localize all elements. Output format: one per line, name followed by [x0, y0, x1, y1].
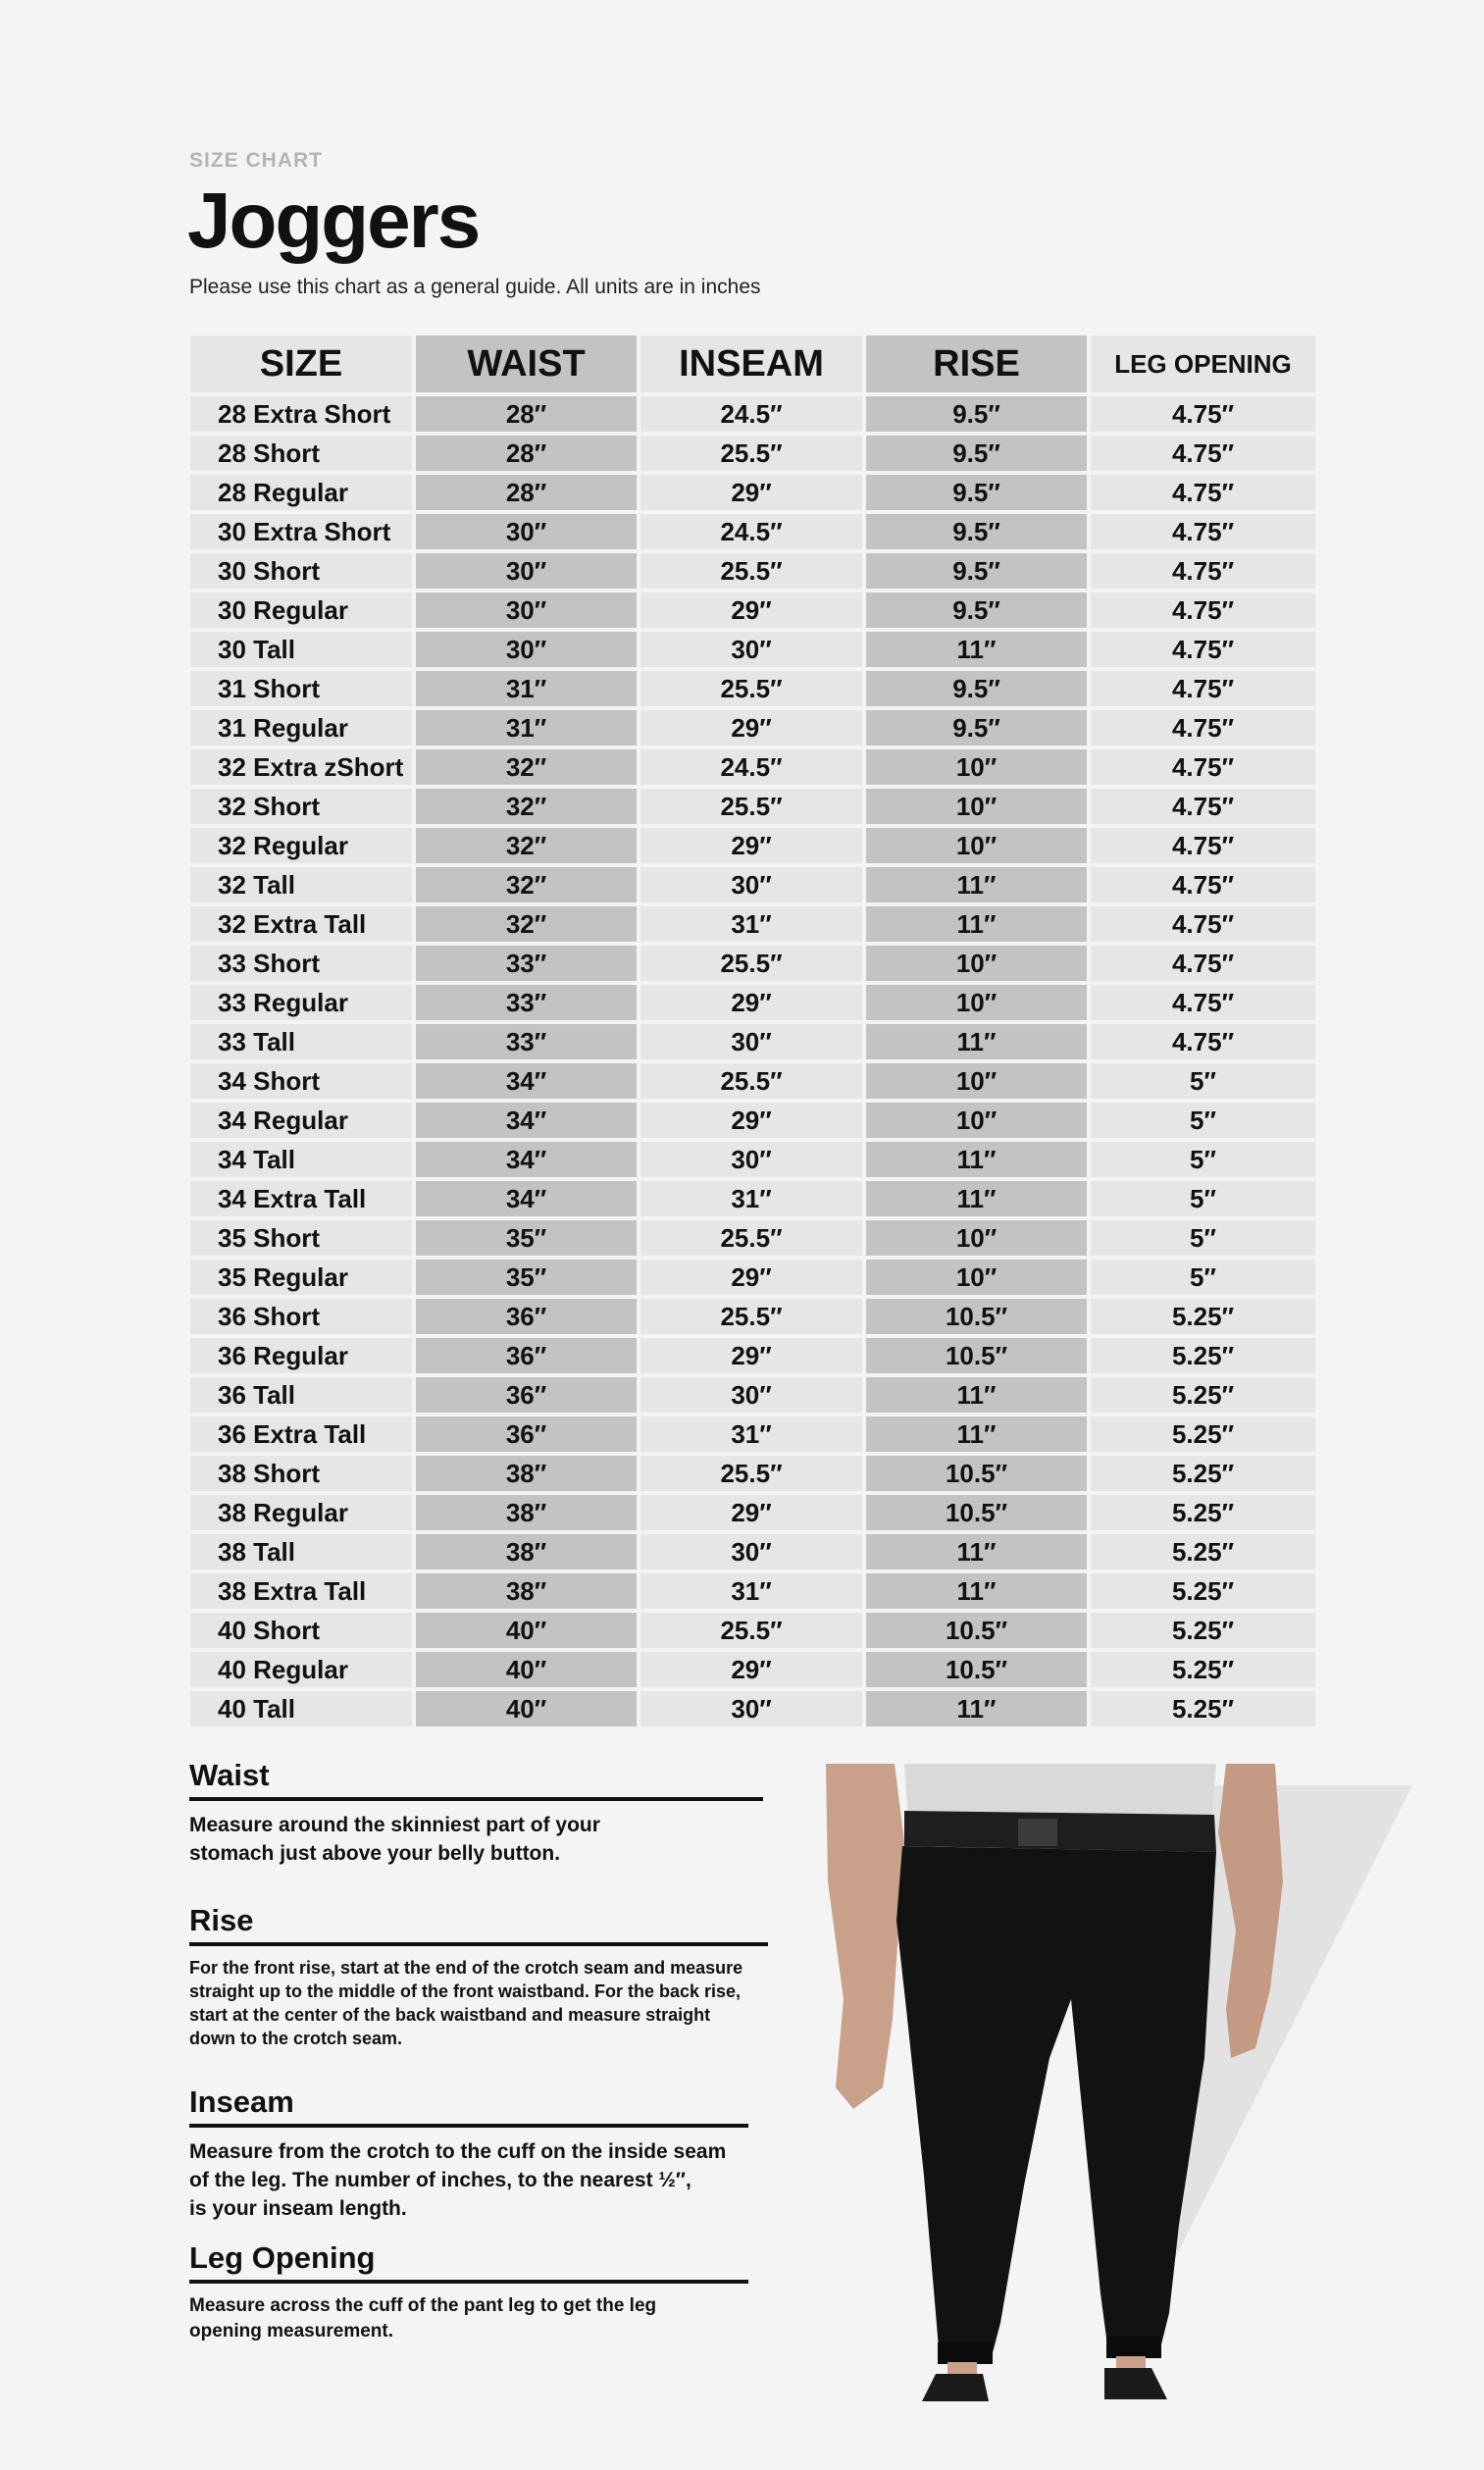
page-title: Joggers	[187, 177, 480, 264]
cell-waist: 31″	[416, 710, 637, 746]
cell-rise: 10.5″	[866, 1495, 1087, 1530]
cell-leg-opening: 4.75″	[1091, 553, 1315, 589]
leg-opening-line-1: Measure across the cuff of the pant leg to get the leg	[189, 2295, 657, 2316]
waist-line-1: Measure around the skinniest part of your	[189, 1814, 600, 1836]
cell-waist: 38″	[416, 1456, 637, 1491]
cell-waist: 33″	[416, 985, 637, 1020]
cell-waist: 36″	[416, 1377, 637, 1413]
cell-leg-opening: 4.75″	[1091, 632, 1315, 667]
cell-size: 32 Short	[190, 789, 412, 824]
table-row	[190, 867, 1315, 902]
rise-line-2: straight up to the middle of the front waistband. For the back rise,	[189, 1981, 742, 2001]
table-row	[190, 946, 1315, 981]
cell-size: 30 Short	[190, 553, 412, 589]
cell-leg-opening: 4.75″	[1091, 475, 1315, 510]
cell-rise: 10.5″	[866, 1456, 1087, 1491]
cell-inseam: 29″	[640, 1260, 862, 1295]
cell-leg-opening: 4.75″	[1091, 436, 1315, 471]
cell-waist: 32″	[416, 867, 637, 902]
cell-size: 34 Extra Tall	[190, 1181, 412, 1216]
cell-waist: 34″	[416, 1142, 637, 1177]
table-row	[190, 1495, 1315, 1530]
table-row	[190, 592, 1315, 628]
cell-inseam: 29″	[640, 1495, 862, 1530]
cell-rise: 10″	[866, 1260, 1087, 1295]
table-row	[190, 789, 1315, 824]
cell-size: 36 Regular	[190, 1338, 412, 1373]
cell-inseam: 30″	[640, 1377, 862, 1413]
column-header-leg-opening: LEG OPENING	[1091, 335, 1315, 392]
table-row	[190, 632, 1315, 667]
cell-size: 33 Tall	[190, 1024, 412, 1059]
table-header-row	[190, 335, 1315, 392]
cell-inseam: 25.5″	[640, 946, 862, 981]
table-row	[190, 553, 1315, 589]
cell-leg-opening: 5.25″	[1091, 1652, 1315, 1687]
size-chart-table	[186, 332, 1319, 1730]
column-header-rise: RISE	[866, 335, 1087, 392]
cell-waist: 34″	[416, 1063, 637, 1099]
cell-size: 28 Short	[190, 436, 412, 471]
cell-inseam: 29″	[640, 475, 862, 510]
cell-inseam: 25.5″	[640, 671, 862, 706]
cell-inseam: 29″	[640, 985, 862, 1020]
cell-inseam: 24.5″	[640, 396, 862, 432]
cell-leg-opening: 4.75″	[1091, 906, 1315, 942]
cell-size: 28 Regular	[190, 475, 412, 510]
cell-size: 40 Regular	[190, 1652, 412, 1687]
cell-inseam: 30″	[640, 1691, 862, 1726]
cell-size: 33 Short	[190, 946, 412, 981]
table-row	[190, 1181, 1315, 1216]
cell-waist: 38″	[416, 1495, 637, 1530]
cell-size: 32 Tall	[190, 867, 412, 902]
cell-inseam: 25.5″	[640, 553, 862, 589]
rise-line-1: For the front rise, start at the end of the crotch seam and measure	[189, 1958, 743, 1978]
table-row	[190, 514, 1315, 549]
inseam-line-2: of the leg. The number of inches, to the nearest ½″,	[189, 2169, 691, 2191]
table-row	[190, 828, 1315, 863]
cell-leg-opening: 4.75″	[1091, 985, 1315, 1020]
cell-leg-opening: 5.25″	[1091, 1456, 1315, 1491]
cell-inseam: 29″	[640, 1103, 862, 1138]
cell-size: 35 Regular	[190, 1260, 412, 1295]
cell-rise: 10″	[866, 789, 1087, 824]
cell-size: 31 Regular	[190, 710, 412, 746]
cell-leg-opening: 4.75″	[1091, 592, 1315, 628]
table-row	[190, 906, 1315, 942]
cell-size: 36 Extra Tall	[190, 1416, 412, 1452]
cell-leg-opening: 5.25″	[1091, 1377, 1315, 1413]
cell-rise: 9.5″	[866, 396, 1087, 432]
rise-heading: Rise	[189, 1903, 768, 1946]
table-body	[190, 396, 1315, 1726]
cell-waist: 40″	[416, 1613, 637, 1648]
cell-rise: 11″	[866, 1181, 1087, 1216]
cell-rise: 9.5″	[866, 671, 1087, 706]
page-subtitle: Please use this chart as a general guide. All units are in inches	[189, 276, 761, 298]
cell-inseam: 31″	[640, 1573, 862, 1609]
cell-waist: 32″	[416, 828, 637, 863]
cell-size: 32 Extra zShort	[190, 749, 412, 785]
table-row	[190, 1691, 1315, 1726]
cell-leg-opening: 5″	[1091, 1260, 1315, 1295]
cell-waist: 28″	[416, 475, 637, 510]
eyebrow-label: SIZE CHART	[189, 149, 323, 172]
cell-waist: 35″	[416, 1260, 637, 1295]
cell-leg-opening: 4.75″	[1091, 946, 1315, 981]
cell-rise: 9.5″	[866, 436, 1087, 471]
cell-rise: 11″	[866, 1573, 1087, 1609]
cell-rise: 9.5″	[866, 592, 1087, 628]
left-shoe	[922, 2374, 989, 2401]
inseam-description	[189, 2137, 748, 2223]
cell-waist: 30″	[416, 592, 637, 628]
cell-inseam: 29″	[640, 1652, 862, 1687]
table-row	[190, 1456, 1315, 1491]
left-ankle	[947, 2362, 977, 2376]
cell-rise: 9.5″	[866, 475, 1087, 510]
table-row	[190, 1260, 1315, 1295]
cell-rise: 11″	[866, 632, 1087, 667]
cell-rise: 10″	[866, 828, 1087, 863]
cell-waist: 30″	[416, 632, 637, 667]
cell-size: 40 Short	[190, 1613, 412, 1648]
cell-rise: 10.5″	[866, 1613, 1087, 1648]
table-row	[190, 1142, 1315, 1177]
cell-rise: 11″	[866, 1534, 1087, 1569]
model-illustration	[814, 1764, 1422, 2401]
cell-inseam: 25.5″	[640, 1613, 862, 1648]
cell-waist: 28″	[416, 436, 637, 471]
cell-rise: 10″	[866, 1063, 1087, 1099]
cell-inseam: 24.5″	[640, 749, 862, 785]
cell-rise: 9.5″	[866, 553, 1087, 589]
rise-section	[189, 1903, 768, 2050]
cell-inseam: 31″	[640, 1416, 862, 1452]
left-arm-shape	[826, 1764, 904, 2109]
cell-inseam: 30″	[640, 1534, 862, 1569]
rise-line-4: down to the crotch seam.	[189, 2029, 403, 2048]
cell-leg-opening: 5.25″	[1091, 1338, 1315, 1373]
cell-leg-opening: 4.75″	[1091, 789, 1315, 824]
table-row	[190, 1652, 1315, 1687]
pants-shape	[896, 1846, 1216, 2360]
column-header-waist: WAIST	[416, 335, 637, 392]
table-row	[190, 475, 1315, 510]
cell-waist: 38″	[416, 1534, 637, 1569]
table-row	[190, 1103, 1315, 1138]
cell-leg-opening: 5.25″	[1091, 1299, 1315, 1334]
cell-size: 31 Short	[190, 671, 412, 706]
cell-leg-opening: 4.75″	[1091, 710, 1315, 746]
table-row	[190, 396, 1315, 432]
cell-size: 36 Short	[190, 1299, 412, 1334]
cell-size: 34 Tall	[190, 1142, 412, 1177]
table-row	[190, 671, 1315, 706]
cell-inseam: 30″	[640, 1142, 862, 1177]
cell-inseam: 25.5″	[640, 1220, 862, 1256]
cell-inseam: 30″	[640, 1024, 862, 1059]
cell-size: 35 Short	[190, 1220, 412, 1256]
cell-inseam: 25.5″	[640, 436, 862, 471]
cell-leg-opening: 5.25″	[1091, 1691, 1315, 1726]
cell-size: 28 Extra Short	[190, 396, 412, 432]
cell-inseam: 29″	[640, 828, 862, 863]
inseam-section	[189, 2084, 748, 2223]
right-shoe	[1104, 2368, 1167, 2399]
cell-size: 32 Extra Tall	[190, 906, 412, 942]
leg-opening-line-2: opening measurement.	[189, 2321, 393, 2341]
table-row	[190, 985, 1315, 1020]
table-row	[190, 1534, 1315, 1569]
cell-size: 40 Tall	[190, 1691, 412, 1726]
cell-rise: 9.5″	[866, 710, 1087, 746]
table-row	[190, 1377, 1315, 1413]
right-cuff	[1106, 2337, 1161, 2358]
waist-section	[189, 1758, 763, 1868]
cell-inseam: 24.5″	[640, 514, 862, 549]
table-row	[190, 1024, 1315, 1059]
table-row	[190, 1613, 1315, 1648]
leg-opening-section	[189, 2240, 748, 2344]
cell-size: 38 Short	[190, 1456, 412, 1491]
cell-leg-opening: 5.25″	[1091, 1573, 1315, 1609]
cell-waist: 35″	[416, 1220, 637, 1256]
left-cuff	[938, 2342, 993, 2364]
cell-waist: 38″	[416, 1573, 637, 1609]
cell-leg-opening: 4.75″	[1091, 867, 1315, 902]
cell-waist: 36″	[416, 1338, 637, 1373]
cell-rise: 10.5″	[866, 1652, 1087, 1687]
cell-rise: 10″	[866, 1103, 1087, 1138]
inseam-heading: Inseam	[189, 2084, 748, 2128]
cell-waist: 28″	[416, 396, 637, 432]
rise-description	[189, 1956, 768, 2050]
cell-size: 38 Tall	[190, 1534, 412, 1569]
cell-rise: 11″	[866, 1142, 1087, 1177]
cell-leg-opening: 5.25″	[1091, 1613, 1315, 1648]
cell-size: 38 Extra Tall	[190, 1573, 412, 1609]
cell-inseam: 25.5″	[640, 1063, 862, 1099]
table-row	[190, 749, 1315, 785]
cell-size: 30 Tall	[190, 632, 412, 667]
table-row	[190, 710, 1315, 746]
cell-rise: 10″	[866, 749, 1087, 785]
cell-inseam: 25.5″	[640, 1299, 862, 1334]
rise-line-3: start at the center of the back waistband and measure straight	[189, 2005, 711, 2025]
cell-rise: 11″	[866, 1691, 1087, 1726]
cell-leg-opening: 5.25″	[1091, 1534, 1315, 1569]
cell-leg-opening: 4.75″	[1091, 1024, 1315, 1059]
cell-inseam: 29″	[640, 710, 862, 746]
table-row	[190, 1416, 1315, 1452]
cell-size: 34 Short	[190, 1063, 412, 1099]
cell-size: 38 Regular	[190, 1495, 412, 1530]
cell-leg-opening: 5″	[1091, 1103, 1315, 1138]
cell-size: 36 Tall	[190, 1377, 412, 1413]
cell-inseam: 25.5″	[640, 789, 862, 824]
cell-inseam: 30″	[640, 632, 862, 667]
cell-waist: 33″	[416, 1024, 637, 1059]
cell-inseam: 29″	[640, 592, 862, 628]
cell-rise: 10″	[866, 946, 1087, 981]
cell-leg-opening: 5″	[1091, 1142, 1315, 1177]
cell-waist: 32″	[416, 749, 637, 785]
cell-size: 30 Extra Short	[190, 514, 412, 549]
table-row	[190, 1220, 1315, 1256]
cell-leg-opening: 4.75″	[1091, 396, 1315, 432]
cell-inseam: 30″	[640, 867, 862, 902]
cell-leg-opening: 4.75″	[1091, 671, 1315, 706]
table-row	[190, 1063, 1315, 1099]
cell-leg-opening: 4.75″	[1091, 514, 1315, 549]
cell-rise: 10″	[866, 985, 1087, 1020]
cell-rise: 10.5″	[866, 1338, 1087, 1373]
cell-leg-opening: 5″	[1091, 1181, 1315, 1216]
cell-leg-opening: 5.25″	[1091, 1495, 1315, 1530]
table-row	[190, 1299, 1315, 1334]
belt-shape	[904, 1811, 1216, 1852]
cell-inseam: 25.5″	[640, 1456, 862, 1491]
cell-waist: 34″	[416, 1181, 637, 1216]
cell-size: 30 Regular	[190, 592, 412, 628]
cell-waist: 32″	[416, 789, 637, 824]
cell-waist: 30″	[416, 553, 637, 589]
cell-waist: 32″	[416, 906, 637, 942]
cell-waist: 36″	[416, 1299, 637, 1334]
right-ankle	[1116, 2356, 1146, 2370]
cell-inseam: 29″	[640, 1338, 862, 1373]
table-row	[190, 1573, 1315, 1609]
cell-waist: 31″	[416, 671, 637, 706]
cell-leg-opening: 5″	[1091, 1063, 1315, 1099]
table-row	[190, 436, 1315, 471]
cell-waist: 33″	[416, 946, 637, 981]
cell-inseam: 31″	[640, 1181, 862, 1216]
cell-size: 34 Regular	[190, 1103, 412, 1138]
cell-rise: 11″	[866, 1416, 1087, 1452]
cell-leg-opening: 4.75″	[1091, 749, 1315, 785]
cell-rise: 10.5″	[866, 1299, 1087, 1334]
table-row	[190, 1338, 1315, 1373]
column-header-size: SIZE	[190, 335, 412, 392]
cell-waist: 36″	[416, 1416, 637, 1452]
waist-description	[189, 1811, 763, 1868]
model-wearing-joggers-image	[814, 1764, 1422, 2401]
cell-waist: 40″	[416, 1652, 637, 1687]
waist-heading: Waist	[189, 1758, 763, 1801]
cell-rise: 9.5″	[866, 514, 1087, 549]
cell-inseam: 31″	[640, 906, 862, 942]
cell-rise: 11″	[866, 906, 1087, 942]
cell-leg-opening: 5.25″	[1091, 1416, 1315, 1452]
cell-waist: 30″	[416, 514, 637, 549]
cell-waist: 40″	[416, 1691, 637, 1726]
cell-rise: 11″	[866, 867, 1087, 902]
cell-rise: 11″	[866, 1024, 1087, 1059]
cell-leg-opening: 4.75″	[1091, 828, 1315, 863]
cell-size: 33 Regular	[190, 985, 412, 1020]
column-header-inseam: INSEAM	[640, 335, 862, 392]
leg-opening-heading: Leg Opening	[189, 2240, 748, 2284]
leg-opening-description	[189, 2293, 748, 2344]
cell-leg-opening: 5″	[1091, 1220, 1315, 1256]
waist-line-2: stomach just above your belly button.	[189, 1842, 561, 1865]
inseam-line-1: Measure from the crotch to the cuff on the inside seam	[189, 2140, 727, 2163]
cell-size: 32 Regular	[190, 828, 412, 863]
cell-rise: 11″	[866, 1377, 1087, 1413]
inseam-line-3: is your inseam length.	[189, 2197, 407, 2220]
belt-buckle	[1018, 1819, 1057, 1846]
cell-rise: 10″	[866, 1220, 1087, 1256]
cell-waist: 34″	[416, 1103, 637, 1138]
